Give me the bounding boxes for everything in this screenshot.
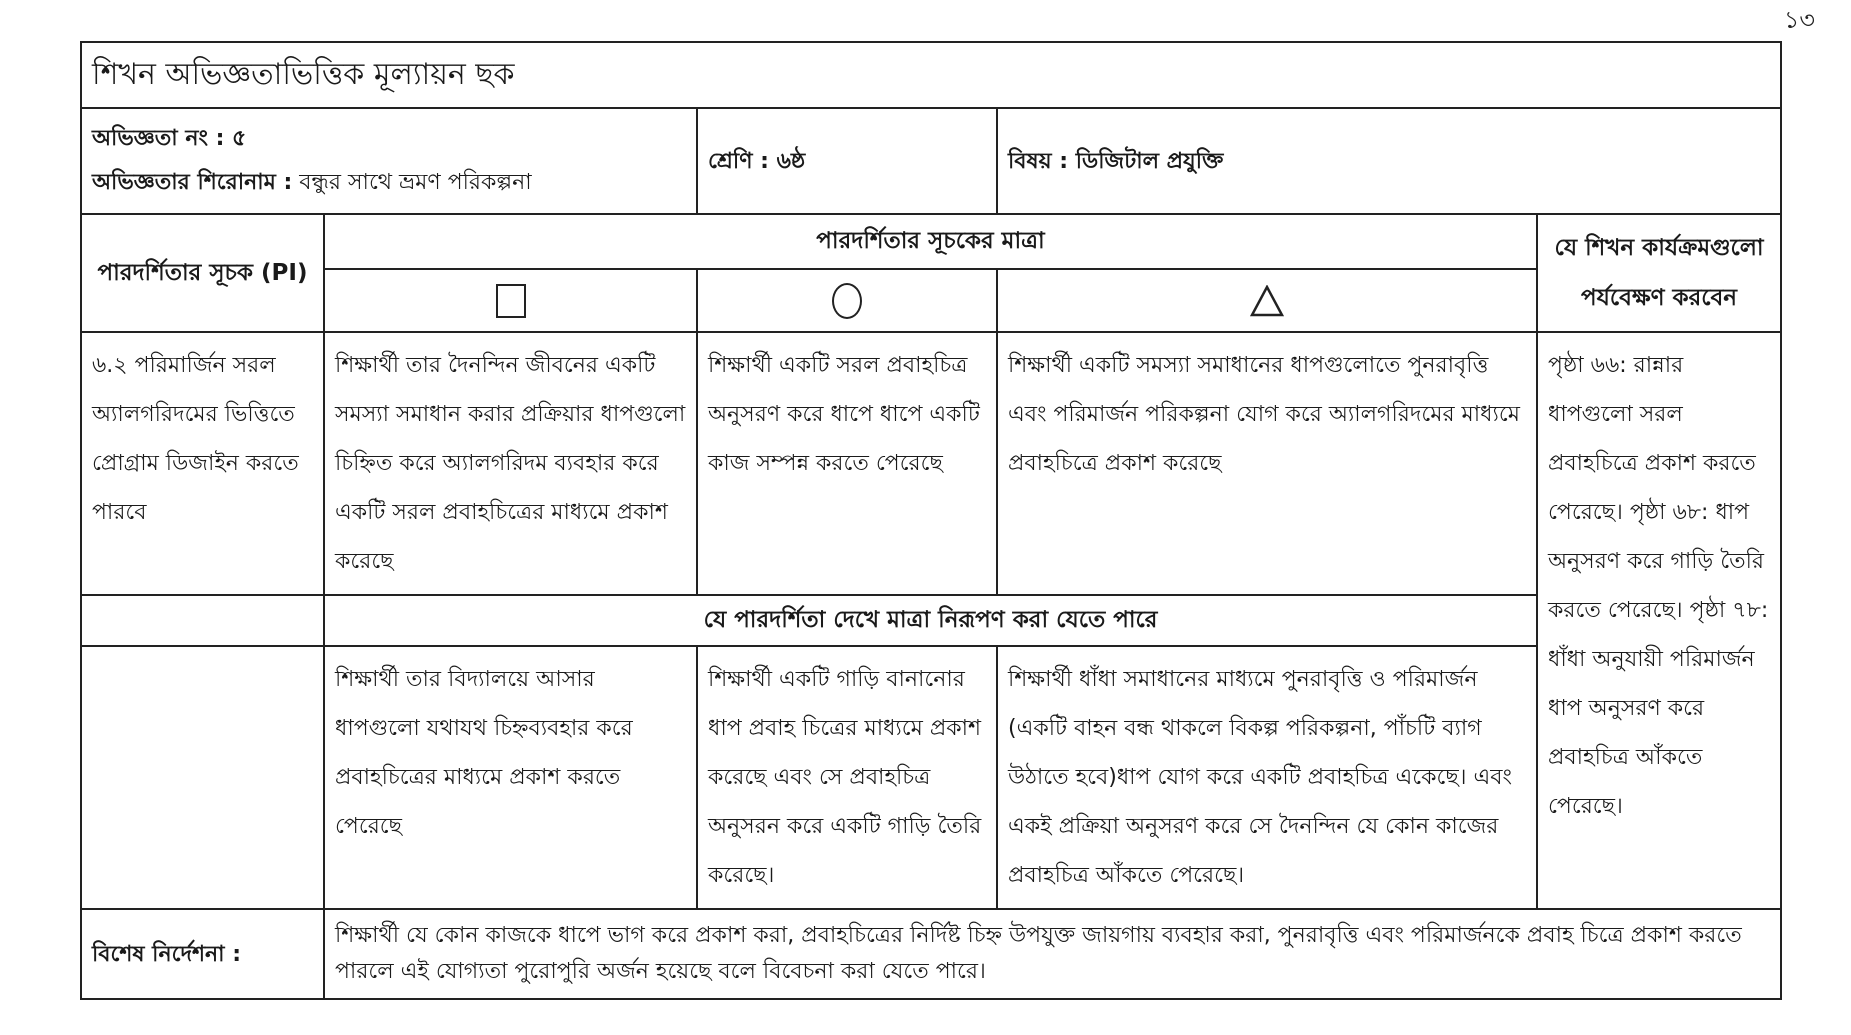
- evidence-text-circle: শিক্ষার্থী একটি গাড়ি বানানোর ধাপ প্রবাহ চিত্রের মাধ্যমে প্রকাশ করেছে এবং সে প্রবাহচিত্র অনুসরন করে একটি গাড়ি তৈরি করেছে।: [697, 646, 997, 909]
- circle-symbol-icon: [832, 283, 862, 319]
- sheet-title: শিখন অভিজ্ঞতাভিত্তিক মূল্যায়ন ছক: [81, 42, 1781, 108]
- class-info: শ্রেণি : ৬ষ্ঠ: [697, 108, 997, 214]
- level-text-circle: শিক্ষার্থী একটি সরল প্রবাহচিত্র অনুসরণ করে ধাপে ধাপে একটি কাজ সম্পন্ন করতে পেরেছে: [697, 332, 997, 595]
- special-text: শিক্ষার্থী যে কোন কাজকে ধাপে ভাগ করে প্রকাশ করা, প্রবাহচিত্রের নির্দিষ্ট চিহ্ন উপযুক্ত জায়গায় ব্যবহার করা, পুনরাবৃত্তি এবং পরিমার্জনকে প্রবাহ চিত্রে প্রকাশ করতে পারলে এই যোগ্যতা পুরোপুরি অর্জন হয়েছে বলে বিবেচনা করা যেতে পারে।: [324, 909, 1781, 999]
- assessment-sheet: [80, 41, 1782, 1000]
- square-symbol-icon: [496, 284, 526, 318]
- evidence-text-square: শিক্ষার্থী তার বিদ্যালয়ে আসার ধাপগুলো যথাযথ চিহ্নব্যবহার করে প্রবাহচিত্রের মাধ্যমে প্রকাশ করতে পেরেছে: [324, 646, 697, 909]
- level-text-square: শিক্ষার্থী তার দৈনন্দিন জীবনের একটি সমস্যা সমাধান করার প্রক্রিয়ার ধাপগুলো চিহ্নিত করে অ্যালগরিদম ব্যবহার করে একটি সরল প্রবাহচিত্রের মাধ্যমে প্রকাশ করেছে: [324, 332, 697, 595]
- page-number: ১৩: [1783, 6, 1815, 34]
- level-text-triangle: শিক্ষার্থী একটি সমস্যা সমাধানের ধাপগুলোতে পুনরাবৃত্তি এবং পরিমার্জন পরিকল্পনা যোগ করে অ্যালগরিদমের মাধ্যমে প্রবাহচিত্রে প্রকাশ করেছে: [997, 332, 1537, 595]
- empty-cell: [81, 646, 324, 909]
- experience-title-value: বন্ধুর সাথে ভ্রমণ পরিকল্পনা: [299, 170, 532, 195]
- experience-title-label: অভিজ্ঞতার শিরোনাম :: [92, 170, 293, 195]
- experience-title-line: [92, 161, 686, 205]
- level-symbol-triangle: [997, 269, 1537, 332]
- level-symbol-square: [324, 269, 697, 332]
- pi-header: পারদর্শিতার সূচক (PI): [81, 214, 324, 332]
- activities-header: যে শিখন কার্যক্রমগুলো পর্যবেক্ষণ করবেন: [1537, 214, 1781, 332]
- empty-cell: [81, 595, 324, 646]
- experience-info: [81, 108, 697, 214]
- level-symbol-circle: [697, 269, 997, 332]
- evidence-header: যে পারদর্শিতা দেখে মাত্রা নিরূপণ করা যেতে পারে: [324, 595, 1537, 646]
- experience-no: অভিজ্ঞতা নং : ৫: [92, 126, 247, 151]
- subject-info: বিষয় : ডিজিটাল প্রযুক্তি: [997, 108, 1781, 214]
- evidence-text-triangle: শিক্ষার্থী ধাঁধা সমাধানের মাধ্যমে পুনরাবৃত্তি ও পরিমার্জন (একটি বাহন বন্ধ থাকলে বিকল্প পরিকল্পনা, পাঁচটি ব্যাগ উঠাতে হবে)ধাপ যোগ করে একটি প্রবাহচিত্র একেছে। এবং একই প্রক্রিয়া অনুসরণ করে সে দৈনন্দিন যে কোন কাজের প্রবাহচিত্র আঁকতে পেরেছে।: [997, 646, 1537, 909]
- pi-text: ৬.২ পরিমার্জিন সরল অ্যালগরিদমের ভিত্তিতে প্রোগ্রাম ডিজাইন করতে পারবে: [81, 332, 324, 595]
- activities-text: পৃষ্ঠা ৬৬: রান্নার ধাপগুলো সরল প্রবাহচিত্রে প্রকাশ করতে পেরেছে। পৃষ্ঠা ৬৮: ধাপ অনুসরণ করে গাড়ি তৈরি করতে পেরেছে। পৃষ্ঠা ৭৮: ধাঁধা অনুযায়ী পরিমার্জন ধাপ অনুসরণ করে প্রবাহচিত্র আঁকতে পেরেছে।: [1537, 332, 1781, 909]
- special-label: বিশেষ নির্দেশনা :: [81, 909, 324, 999]
- triangle-symbol-icon: [1250, 285, 1284, 317]
- level-header: পারদর্শিতার সূচকের মাত্রা: [324, 214, 1537, 269]
